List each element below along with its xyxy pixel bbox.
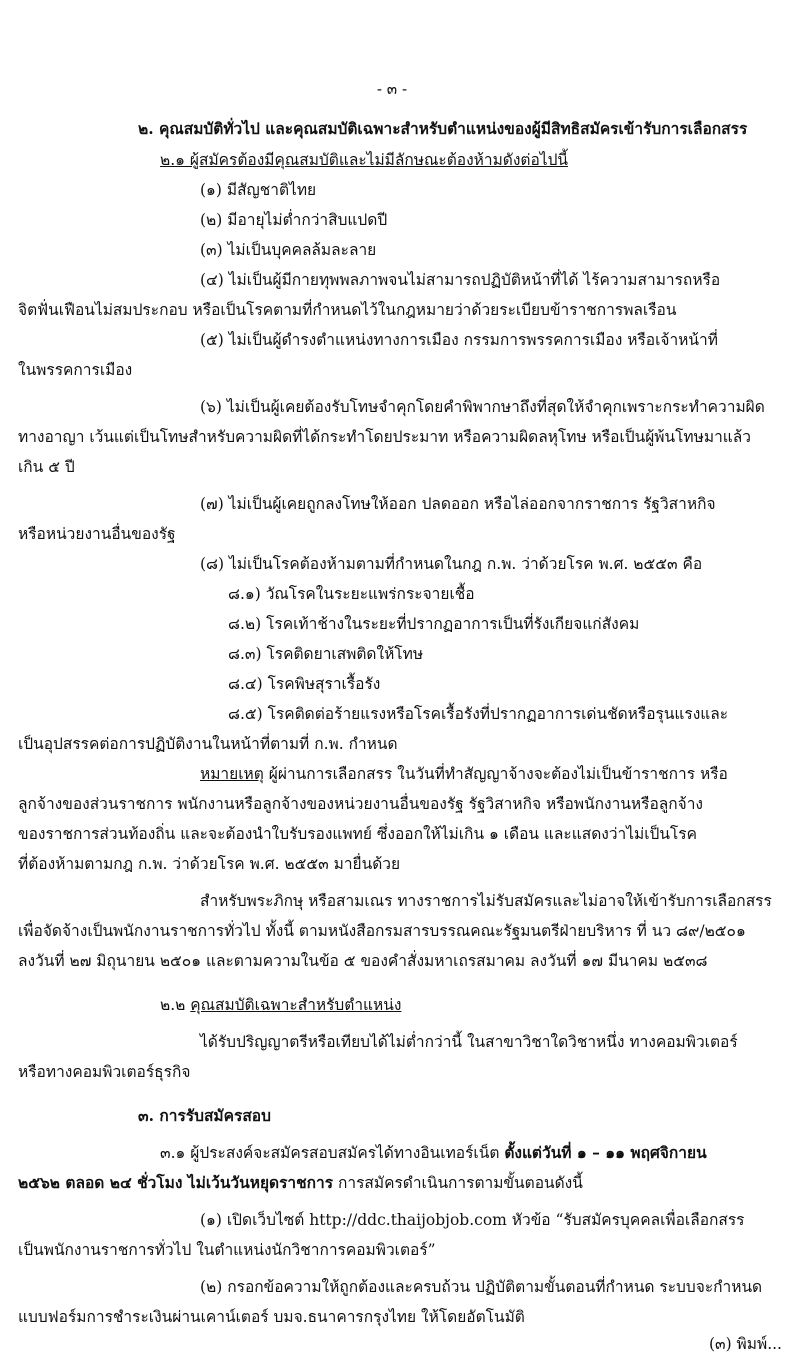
note-line-1	[200, 763, 728, 785]
page-number: - ๓ -	[376, 80, 408, 98]
note-text: ผู้ผ่านการเลือกสรร ในวันที่ทำสัญญาจ้างจะต้องไม่เป็นข้าราชการ หรือ	[268, 765, 728, 783]
disease-item-8-2: ๘.๒) โรคเท้าช้างในระยะที่ปรากฏอาการเป็นที่รังเกียจแก่สังคม	[228, 615, 640, 633]
monk-line-3: ลงวันที่ ๒๗ มิถุนายน ๒๕๐๑ และตามความในข้อ ๕ ของคำสั่งมหาเถรสมาคม ลงวันที่ ๑๗ มีนาคม ๒๕๓๘	[18, 952, 708, 970]
qualification-item-6-line1: (๖) ไม่เป็นผู้เคยต้องรับโทษจำคุกโดยคำพิพากษาถึงที่สุดให้จำคุกเพราะกระทำความผิด	[200, 398, 765, 416]
section-2-heading: ๒. คุณสมบัติทั่วไป และคุณสมบัติเฉพาะสำหรับตำแหน่งของผู้มีสิทธิสมัครเข้ารับการเลือกสรร	[138, 119, 748, 138]
qualification-item-6-line3: เกิน ๕ ปี	[18, 458, 75, 476]
section-3-1-text-2: การสมัครดำเนินการตามขั้นตอนดังนี้	[333, 1174, 583, 1192]
step-2-line-1: (๒) กรอกข้อความให้ถูกต้องและครบถ้วน ปฏิบัติตามขั้นตอนที่กำหนด ระบบจะกำหนด	[200, 1278, 763, 1296]
qualification-item-5-line1: (๕) ไม่เป็นผู้ดำรงตำแหน่งทางการเมือง กรรมการพรรคการเมือง หรือเจ้าหน้าที่	[200, 331, 718, 349]
qualification-item-7-line1: (๗) ไม่เป็นผู้เคยถูกลงโทษให้ออก ปลดออก หรือไล่ออกจากราชการ รัฐวิสาหกิจ	[200, 495, 716, 513]
section-2-2-heading	[160, 994, 401, 1016]
disease-item-8-4: ๘.๔) โรคพิษสุราเรื้อรัง	[228, 675, 381, 693]
qualification-item-4-line2: จิตฟั่นเฟือนไม่สมประกอบ หรือเป็นโรคตามที่กำหนดไว้ในกฎหมายว่าด้วยระเบียบข้าราชการพลเรือน	[18, 301, 677, 319]
monk-line-2: เพื่อจัดจ้างเป็นพนักงานราชการทั่วไป ทั้งนี้ ตามหนังสือกรมสารบรรณคณะรัฐมนตรีฝ่ายบริหาร ที่ นว ๘๙/๒๕๐๑	[18, 922, 746, 940]
section-2-2-line-1: ได้รับปริญญาตรีหรือเทียบได้ไม่ต่ำกว่านี้ ในสาขาวิชาใดวิชาหนึ่ง ทางคอมพิวเตอร์	[200, 1033, 738, 1051]
qualification-item-6-line2: ทางอาญา เว้นแต่เป็นโทษสำหรับความผิดที่ได้กระทำโดยประมาท หรือความผิดลหุโทษ หรือเป็นผู้พ้นโทษมาแล้ว	[18, 428, 751, 446]
section-2-2-title: คุณสมบัติเฉพาะสำหรับตำแหน่ง	[190, 996, 402, 1014]
disease-item-8-1: ๘.๑) วัณโรคในระยะแพร่กระจายเชื้อ	[228, 585, 475, 603]
section-2-2-number: ๒.๒	[160, 996, 191, 1014]
application-period-end: ๒๕๖๒ ตลอด ๒๔ ชั่วโมง ไม่เว้นวันหยุดราชการ	[18, 1173, 334, 1192]
note-line-2: ลูกจ้างของส่วนราชการ พนักงานหรือลูกจ้างของหน่วยงานอื่นของรัฐ รัฐวิสาหกิจ หรือพนักงานหรือลูกจ้าง	[18, 795, 703, 813]
continuation-marker: (๓) พิมพ์...	[708, 1335, 782, 1353]
qualification-item-5-line2: ในพรรคการเมือง	[18, 361, 133, 379]
qualification-item-7-line2: หรือหน่วยงานอื่นของรัฐ	[18, 525, 176, 543]
note-line-4: ที่ต้องห้ามตามกฎ ก.พ. ว่าด้วยโรค พ.ศ. ๒๕๕๓ มายื่นด้วย	[18, 855, 401, 873]
qualification-item-1: (๑) มีสัญชาติไทย	[200, 181, 317, 199]
step-1-line-1: (๑) เปิดเว็บไซต์ http://ddc.thaijobjob.com หัวข้อ “รับสมัครบุคคลเพื่อเลือกสรร	[200, 1211, 745, 1229]
application-period: ตั้งแต่วันที่ ๑ – ๑๑ พฤศจิกายน	[504, 1143, 707, 1162]
note-line-3: ของราชการส่วนท้องถิ่น และจะต้องนำใบรับรองแพทย์ ซึ่งออกให้ไม่เกิน ๑ เดือน และแสดงว่าไม่เป็นโรค	[18, 825, 697, 843]
disease-item-8-5-line1: ๘.๕) โรคติดต่อร้ายแรงหรือโรคเรื้อรังที่ปรากฏอาการเด่นชัดหรือรุนแรงและ	[228, 705, 729, 723]
section-3-heading: ๓. การรับสมัครสอบ	[138, 1106, 271, 1125]
step-2-line-2: แบบฟอร์มการชำระเงินผ่านเคาน์เตอร์ บมจ.ธนาคารกรุงไทย ให้โดยอัตโนมัติ	[18, 1308, 525, 1326]
section-2-1-heading: ๒.๑ ผู้สมัครต้องมีคุณสมบัติและไม่มีลักษณะต้องห้ามดังต่อไปนี้	[160, 151, 569, 169]
section-2-2-line-2: หรือทางคอมพิวเตอร์ธุรกิจ	[18, 1063, 191, 1081]
monk-line-1: สำหรับพระภิกษุ หรือสามเณร ทางราชการไม่รับสมัครและไม่อาจให้เข้ารับการเลือกสรร	[200, 892, 772, 910]
qualification-item-8: (๘) ไม่เป็นโรคต้องห้ามตามที่กำหนดในกฎ ก.พ. ว่าด้วยโรค พ.ศ. ๒๕๕๓ คือ	[200, 555, 703, 573]
note-label: หมายเหตุ	[200, 765, 264, 783]
disease-item-8-3: ๘.๓) โรคติดยาเสพติดให้โทษ	[228, 645, 424, 663]
section-3-1-text: ๓.๑ ผู้ประสงค์จะสมัครสอบสมัครได้ทางอินเทอร์เน็ต	[160, 1144, 505, 1162]
section-3-1-line-1	[160, 1142, 707, 1164]
qualification-item-3: (๓) ไม่เป็นบุคคลล้มละลาย	[200, 241, 377, 259]
qualification-item-4-line1: (๔) ไม่เป็นผู้มีกายทุพพลภาพจนไม่สามารถปฏิบัติหน้าที่ได้ ไร้ความสามารถหรือ	[200, 271, 721, 289]
qualification-item-2: (๒) มีอายุไม่ต่ำกว่าสิบแปดปี	[200, 211, 388, 229]
step-1-line-2: เป็นพนักงานราชการทั่วไป ในตำแหน่งนักวิชาการคอมพิวเตอร์”	[18, 1241, 436, 1259]
disease-item-8-5-line2: เป็นอุปสรรคต่อการปฏิบัติงานในหน้าที่ตามที่ ก.พ. กำหนด	[18, 735, 398, 753]
section-3-1-line-2	[18, 1172, 583, 1194]
